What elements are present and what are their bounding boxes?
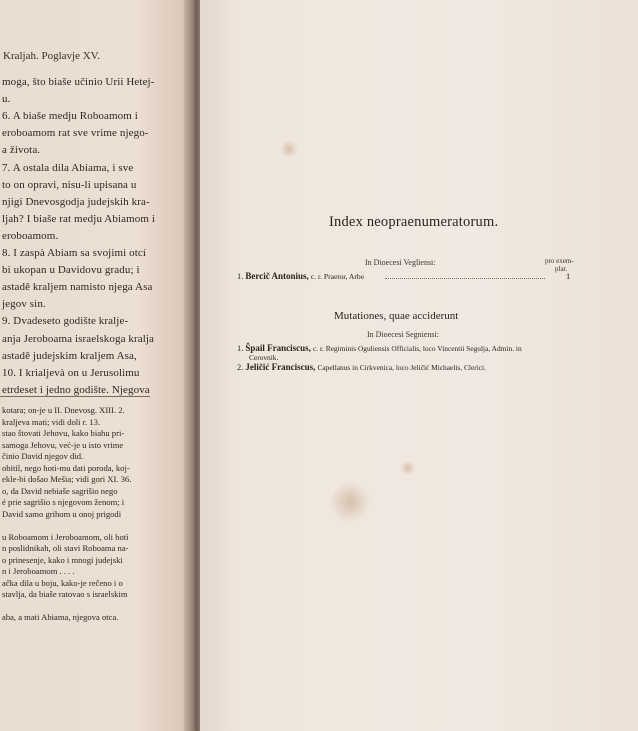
entry-description: c. r. Regiminis Oguliensis Officialis, loco Vincentii Segulja, Admin. in <box>312 344 522 353</box>
list-item <box>237 271 364 281</box>
footnote-line: o, da David nebiaše sagrišio nego <box>2 485 118 496</box>
footnote-line: é prie sagrišio s njegovom ženom; i <box>2 497 125 507</box>
footnote-line: n poslidnikah, oli stavi Roboama na- <box>2 543 129 553</box>
entry-continuation: Cerovnik. <box>249 353 279 362</box>
verse-line: astadě kraljem namisto njega Asa <box>2 281 153 294</box>
footnote-line: stavlja, da biaše ratovao s israelskim <box>2 589 128 599</box>
entry-count: 1 <box>566 272 571 281</box>
verse-line: etrdeset i jedno godište. Njegova <box>2 383 150 396</box>
entry-description: c. r. Praetor, Arbe <box>310 272 365 281</box>
verse-line: ljah? I biaše rat medju Abiamom i <box>2 212 155 225</box>
verse-line: moga, što biaše učinio Urii Hetej- <box>2 76 155 88</box>
verse-line: 8. I zaspà Abiam sa svojimi otcí <box>2 247 147 259</box>
verse-line: a života. <box>2 144 41 157</box>
verse-line: 6. A biaše medju Roboamom i <box>2 110 138 123</box>
footnote-line: obitil, nego hotì-mu dati poroda, koj- <box>2 462 130 473</box>
verse-line: 10. I krialjevà on u Jerusolimu <box>2 366 140 379</box>
verse-line: jegov sin. <box>2 298 46 311</box>
verse-line: u. <box>2 93 11 106</box>
entry-name: Bercič Antonius, <box>245 271 309 281</box>
footnote-rule <box>0 396 150 397</box>
stain <box>400 460 416 476</box>
footnote-line: ekle-bi došao Mešia; vidi gori XI. 36. <box>2 474 132 484</box>
footnote-line: samoga Jehovu, već-je u isto vrime <box>2 439 124 450</box>
entry-description: Capellanus in Cirkvenica, loco Jeličić Michaelis, Clerici. <box>317 363 486 372</box>
column-header: pro exem- <box>545 257 574 265</box>
section-heading: In Dioecesi Vegliensi: <box>365 258 436 267</box>
list-item <box>237 362 486 372</box>
entry-number: 1. <box>237 344 244 353</box>
stain <box>280 140 298 158</box>
column-header: plar. <box>555 265 568 273</box>
verse-line: eroboamom rat sve vrime njego- <box>2 127 149 140</box>
footnote-line: David samo grihom u onoj prigodi <box>2 508 122 519</box>
list-item <box>237 343 522 353</box>
left-page <box>0 0 196 731</box>
entry-number: 2. <box>237 363 244 372</box>
footnote-line: n i Jeroboamom . . . . <box>2 566 75 576</box>
verse-line: eroboamom. <box>2 229 59 242</box>
verse-line: bi ukopan u Davidovu gradu; i <box>2 264 140 277</box>
footnote-line: kraljeva mati; vidi doli r. 13. <box>2 416 101 427</box>
verse-line: 7. A ostala dila Abiama, i sve <box>2 161 134 174</box>
stain <box>330 480 370 524</box>
leader-dots <box>385 277 545 279</box>
footnote-line: činio David njegov did. <box>2 451 84 461</box>
verse-line: astadě judejskim kraljem Asa, <box>2 349 137 362</box>
footnote-line: kotara; on-je u II. Dnevosg. XIII. 2. <box>2 405 125 415</box>
footnote-line: ačka dila u boju, kako-je rečeno i o <box>2 577 123 588</box>
section-heading: In Dioecesi Segniensi: <box>367 330 439 339</box>
running-header: Kraljah. Poglavje XV. <box>3 50 100 62</box>
entry-name: Jeličić Franciscus, <box>245 362 316 372</box>
verse-line: 9. Dvadeseto godište kralje- <box>2 315 129 328</box>
footnote-line: o prinesenje, kako i mnogi judejski <box>2 554 123 565</box>
footnote-line: u Roboamom i Jeroboamom, oli hotì <box>2 531 129 542</box>
verse-line: njigi Dnevosgodja judejskih kra- <box>2 195 150 208</box>
verse-line: anja Jeroboama israelskoga kralja <box>2 332 155 345</box>
verse-line: to on opravi, nisu-li upisana u <box>2 178 137 191</box>
entry-name: Špail Franciscus, <box>245 343 311 353</box>
entry-number: 1. <box>237 272 244 281</box>
footnote-line: aba, a mati Abiama, njegova otca. <box>2 612 119 622</box>
mutations-title: Mutationes, quae acciderunt <box>334 310 459 322</box>
footnote-line: stao štovati Jehovu, kako biahu pri- <box>2 428 125 438</box>
index-title: Index neopraenumeratorum. <box>329 214 499 230</box>
